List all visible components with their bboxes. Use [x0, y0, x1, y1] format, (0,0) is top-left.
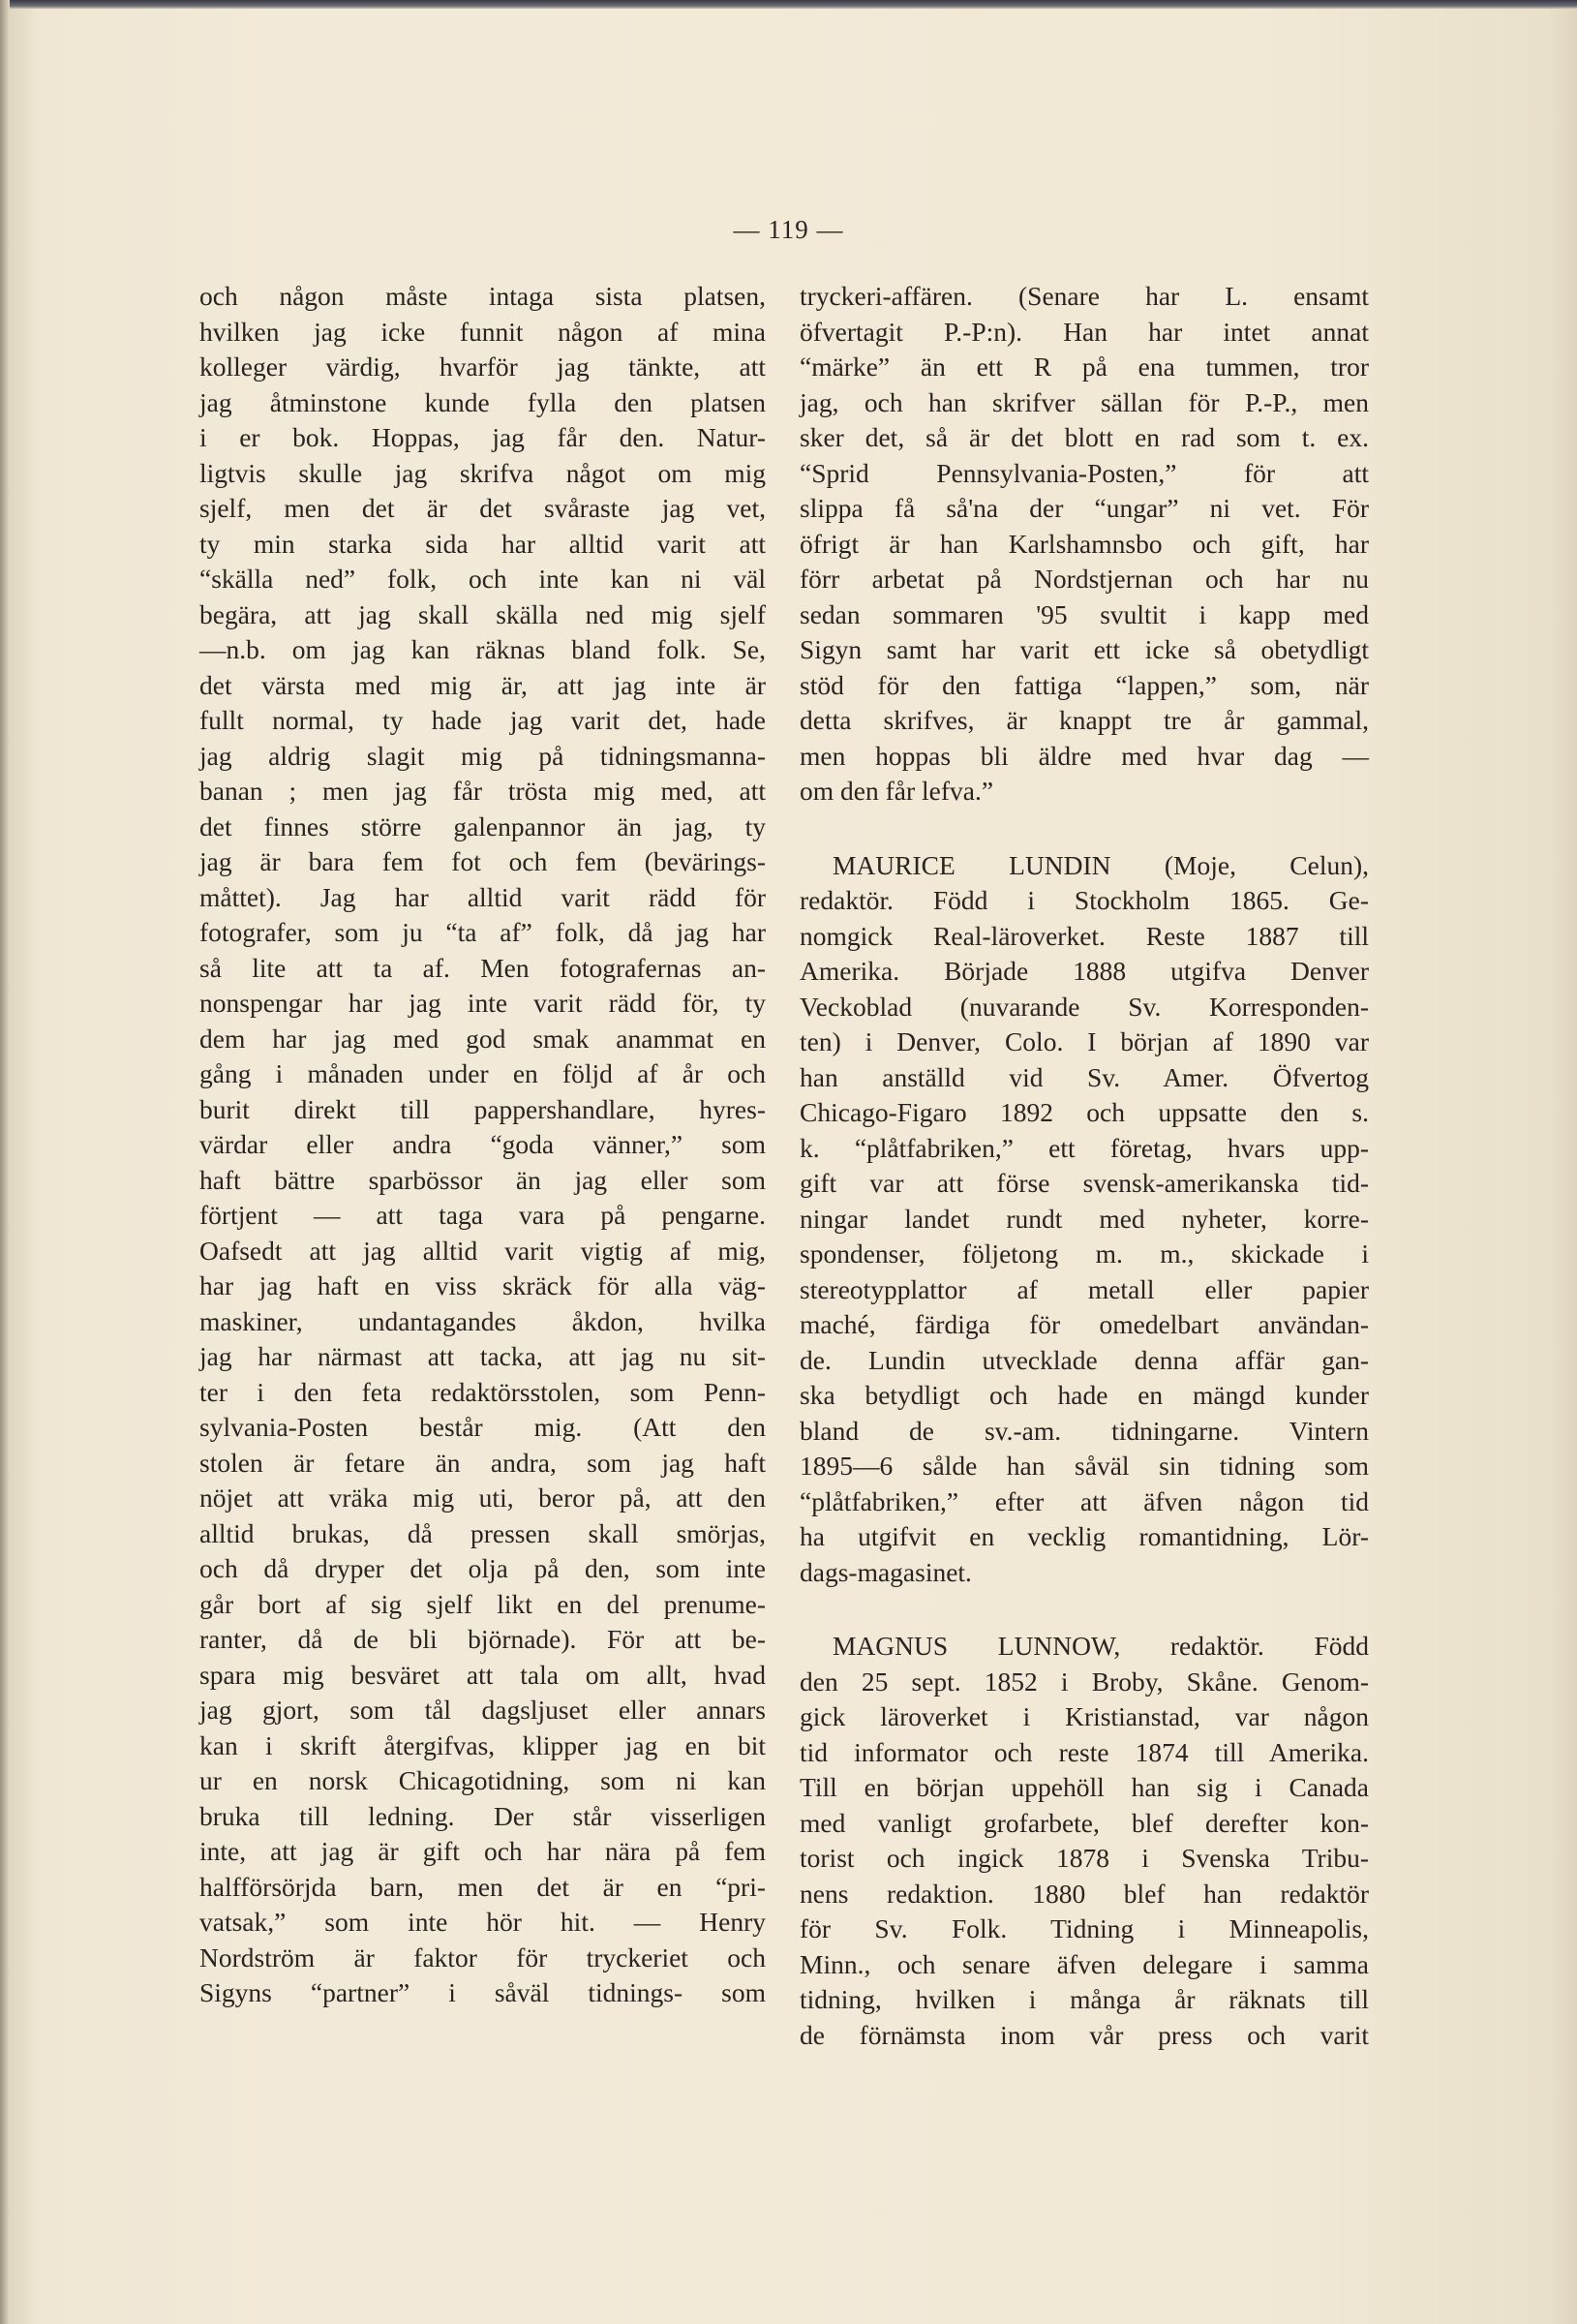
text-line: haft bättre sparbössor än jag eller som — [199, 1164, 766, 1195]
text-line: sjelf, men det är det svåraste jag vet, — [199, 493, 766, 523]
text-line: jag gjort, som tål dagsljuset eller annars — [199, 1695, 766, 1725]
text-line: tidning, hvilken i många år räknats till — [800, 1984, 1369, 2014]
text-line: kan i skrift återgifvas, klipper jag en bit — [199, 1729, 766, 1760]
text-line: nomgick Real-läroverket. Reste 1887 till — [800, 920, 1369, 951]
text-line: i er bok. Hoppas, jag får den. Natur- — [199, 422, 766, 452]
text-line: jag har närmast att tacka, att jag nu sit- — [199, 1341, 766, 1371]
text-line: bland de sv.-am. tidningarne. Vintern — [800, 1415, 1369, 1446]
text-line: gång i månaden under en följd af år och — [199, 1058, 766, 1088]
text-line: öfrigt är han Karlshamnsbo och gift, har — [800, 528, 1369, 559]
text-line: ligtvis skulle jag skrifva något om mig — [199, 457, 766, 488]
text-line: den 25 sept. 1852 i Broby, Skåne. Genom- — [800, 1666, 1369, 1697]
entry-magnus-lunnow — [800, 1629, 1369, 2053]
text-line: tryckeri-affären. (Senare har L. ensamt — [800, 281, 1369, 311]
text-line: k. “plåtfabriken,” ett företag, hvars upp- — [800, 1132, 1369, 1163]
text-line: stolen är fetare än andra, som jag haft — [199, 1447, 766, 1478]
text-line: kolleger värdig, hvarför jag tänkte, att — [199, 352, 766, 382]
text-line: ter i den feta redaktörsstolen, som Penn- — [199, 1376, 766, 1407]
text-line: sker det, så är det blott en rad som t. ex. — [800, 422, 1369, 452]
text-line: de förnämsta inom vår press och varit — [800, 2019, 1369, 2050]
text-line: Sigyns “partner” i såväl tidnings- som — [199, 1977, 766, 2007]
text-line: halfförsörjda barn, men det är en “pri- — [199, 1871, 766, 1902]
text-line: jag är bara fem fot och fem (bevärings- — [199, 846, 766, 876]
text-line: men hoppas bli äldre med hvar dag — — [800, 740, 1369, 771]
text-line: så lite att ta af. Men fotografernas an- — [199, 952, 766, 983]
text-line: fotografer, som ju “ta af” folk, då jag har — [199, 917, 766, 947]
text-line: dags-magasinet. — [800, 1556, 972, 1587]
text-line: han anställd vid Sv. Amer. Öfvertog — [800, 1061, 1369, 1092]
text-line: går bort af sig sjelf likt en del prenume- — [199, 1588, 766, 1619]
text-line: alltid brukas, då pressen skall smörjas, — [199, 1517, 766, 1548]
text-line: gift var att förse svensk-amerikanska tid- — [800, 1168, 1369, 1198]
text-line: om den får lefva.” — [800, 776, 994, 806]
text-line: inte, att jag är gift och har nära på fem — [199, 1836, 766, 1866]
text-line: Nordström är faktor för tryckeriet och — [199, 1942, 766, 1972]
page-number: — 119 — — [733, 215, 844, 244]
text-line: ten) i Denver, Colo. I början af 1890 var — [800, 1026, 1369, 1056]
text-line: det finnes större galenpannor än jag, ty — [199, 810, 766, 841]
text-line: stereotypplattor af metall eller papier — [800, 1273, 1369, 1304]
text-line: —n.b. om jag kan räknas bland folk. Se, — [199, 634, 766, 664]
text-line: stöd för den fattiga “lappen,” som, när — [800, 669, 1369, 700]
text-line: Till en början uppehöll han sig i Canada — [800, 1772, 1369, 1802]
text-line: nens redaktion. 1880 blef han redaktör — [800, 1878, 1369, 1909]
text-line: nonspengar har jag inte varit rädd för, ty — [199, 988, 766, 1018]
text-line: nöjet att vräka mig uti, beror på, att den — [199, 1483, 766, 1513]
text-line: ty min starka sida har alltid varit att — [199, 528, 766, 559]
text-line: sedan sommaren '95 svultit i kapp med — [800, 598, 1369, 629]
text-line: måttet). Jag har alltid varit rädd för — [199, 881, 766, 912]
text-line: ranter, då de bli björnade). För att be- — [199, 1624, 766, 1654]
page-top-edge — [0, 0, 1577, 9]
text-line: maskiner, undantagandes åkdon, hvilka — [199, 1305, 766, 1336]
text-line: vatsak,” som inte hör hit. — Henry — [199, 1907, 766, 1937]
text-line: fullt normal, ty hade jag varit det, hade — [199, 705, 766, 735]
text-line: dem har jag med god smak anammat en — [199, 1023, 766, 1054]
text-line: Veckoblad (nuvarande Sv. Korresponden- — [800, 991, 1369, 1022]
text-line: ha utgifvit en vecklig romantidning, Lör- — [800, 1521, 1369, 1551]
text-line: “plåtfabriken,” efter att äfven någon tid — [800, 1485, 1369, 1516]
text-line: för Sv. Folk. Tidning i Minneapolis, — [800, 1913, 1369, 1943]
text-line: “skälla ned” folk, och inte kan ni väl — [199, 564, 766, 594]
text-line: detta skrifves, är knappt tre år gammal, — [800, 705, 1369, 735]
text-line: sylvania-Posten består mig. (Att den — [199, 1412, 766, 1442]
text-line: spara mig besväret att tala om allt, hvad — [199, 1659, 766, 1690]
text-line: Sigyn samt har varit ett icke så obetydligt — [800, 634, 1369, 664]
text-line: maché, färdiga för omedelbart användan- — [800, 1309, 1369, 1339]
text-line: har jag haft en viss skräck för alla väg- — [199, 1270, 766, 1300]
text-line: öfvertagit P.-P:n). Han har intet annat — [800, 316, 1369, 347]
text-line: 1895—6 sålde han såväl sin tidning som — [800, 1451, 1369, 1481]
text-line: begära, att jag skall skälla ned mig sjelf — [199, 598, 766, 629]
text-line: Minn., och senare äfven delegare i samma — [800, 1948, 1369, 1979]
text-line: MAGNUS LUNNOW, redaktör. Född — [833, 1631, 1369, 1661]
text-line: tid informator och reste 1874 till Amerika. — [800, 1736, 1369, 1767]
text-line: “Sprid Pennsylvania-Posten,” för att — [800, 457, 1369, 488]
text-line: förr arbetat på Nordstjernan och har nu — [800, 564, 1369, 594]
text-line: jag åtminstone kunde fylla den platsen — [199, 386, 766, 417]
continuation-text — [800, 279, 1369, 810]
text-line: Amerika. Började 1888 utgifva Denver — [800, 956, 1369, 986]
text-line: “märke” än ett R på ena tummen, tror — [800, 352, 1369, 382]
text-line: med vanligt grofarbete, blef derefter kon- — [800, 1807, 1369, 1838]
text-line: ur en norsk Chicagotidning, som ni kan — [199, 1765, 766, 1795]
text-line: det värsta med mig är, att jag inte är — [199, 669, 766, 700]
text-line: förtjent — att taga vara på pengarne. — [199, 1200, 766, 1230]
text-line: bruka till ledning. Der står visserligen — [199, 1800, 766, 1831]
text-line: Oafsedt att jag alltid varit vigtig af mig, — [199, 1235, 766, 1266]
text-line: burit direkt till pappershandlare, hyres- — [199, 1093, 766, 1124]
text-line: ningar landet rundt med nyheter, korre- — [800, 1203, 1369, 1234]
right-column — [800, 279, 1369, 2053]
text-line: hvilken jag icke funnit någon af mina — [199, 316, 766, 347]
text-line: värdar eller andra “goda vänner,” som — [199, 1129, 766, 1159]
text-line: de. Lundin utvecklade denna affär gan- — [800, 1344, 1369, 1375]
text-line: gick läroverket i Kristianstad, var någon — [800, 1701, 1369, 1731]
text-line: och då dryper det olja på den, som inte — [199, 1553, 766, 1583]
text-line: torist och ingick 1878 i Svenska Tribu- — [800, 1843, 1369, 1873]
text-line: spondenser, följetong m. m., skickade i — [800, 1238, 1369, 1269]
text-line: MAURICE LUNDIN (Moje, Celun), — [833, 849, 1369, 880]
text-line: redaktör. Född i Stockholm 1865. Ge- — [800, 885, 1369, 915]
text-line: Chicago-Figaro 1892 och uppsatte den s. — [800, 1097, 1369, 1127]
entry-maurice-lundin — [800, 848, 1369, 1591]
text-line: jag aldrig slagit mig på tidningsmanna- — [199, 740, 766, 771]
text-line: slippa få så'na der “ungar” ni vet. För — [800, 493, 1369, 523]
text-line: jag, och han skrifver sällan för P.-P., men — [800, 386, 1369, 417]
page-binding-edge — [0, 0, 10, 2324]
text-line: banan ; men jag får trösta mig med, att — [199, 776, 766, 806]
left-column — [199, 279, 766, 2011]
text-line: ska betydligt och hade en mängd kunder — [800, 1380, 1369, 1410]
text-line: och någon måste intaga sista platsen, — [199, 281, 766, 311]
